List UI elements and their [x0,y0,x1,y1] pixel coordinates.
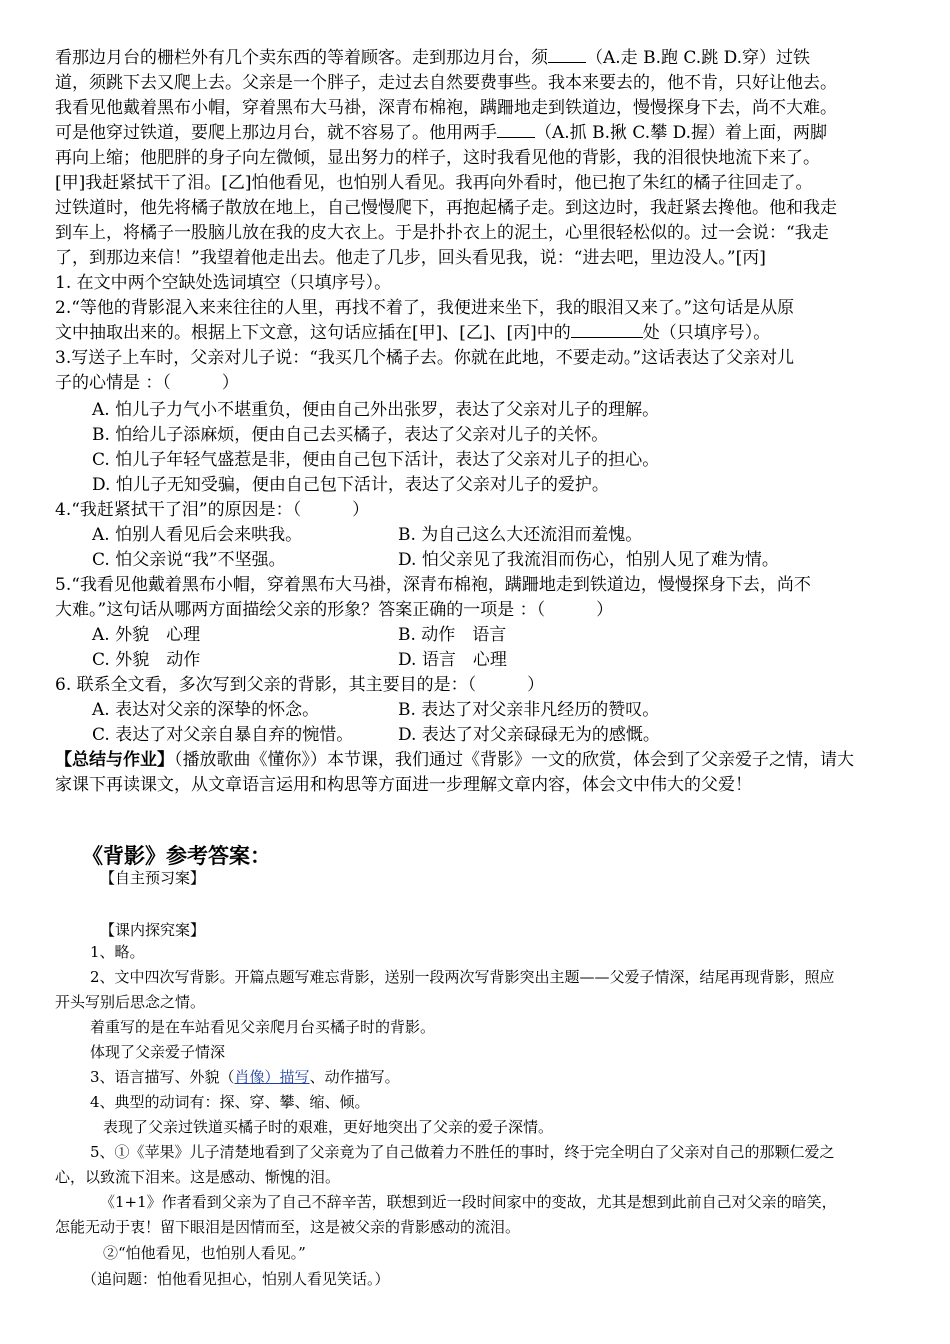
passage-line-7: 过铁道时，他先将橘子散放在地上，自己慢慢爬下，再抱起橘子走。到这边时，我赶紧去搀他。他和我走 [55,198,837,218]
answer-2-line-4: 体现了父亲爱子情深 [90,1043,226,1061]
passage-text: 可是他穿过铁道，要爬上那边月台，就不容易了。他用两手 [55,123,497,143]
passage-line-4 [55,121,900,146]
question-2-line-2 [55,321,900,346]
answer-2-line-1: 2、文中四次写背影。开篇点题写难忘背影，送别一段两次写背影突出主题——父爱子情深，结尾再现背影，照应 [90,968,835,986]
question-6-option-c: C. 表达了对父亲自暴自弃的惋惜。 [92,725,354,745]
passage-line-5: 再向上缩；他肥胖的身子向左微倾，显出努力的样子，这时我看见他的背影，我的泪很快地流下来了。 [55,148,820,168]
answer-2-line-2: 开头写别后思念之情。 [55,993,206,1011]
question-5-option-d: D. 语言 心理 [398,650,507,670]
answer-4-line-1: 4、典型的动词有：探、穿、攀、缩、倾。 [90,1093,370,1111]
question-3-option-a: A. 怕儿子力气小不堪重负，便由自己外出张罗，表达了父亲对儿子的理解。 [92,400,660,420]
section-self-study: 【自主预习案】 [100,869,206,887]
question-5-line-1: 5.“我看见他戴着黑布小帽，穿着黑布大马褂，深青布棉袍，蹒跚地走到铁道边，慢慢探身下去，尚不 [55,575,811,595]
question-4-option-c: C. 怕父亲说“我”不坚强。 [92,550,286,570]
question-5-option-a: A. 外貌 心理 [92,625,201,645]
passage-line-1 [55,46,900,71]
question-5-option-b: B. 动作 语言 [398,625,507,645]
passage-text: （A.走 B.跑 C.跳 D.穿）过铁 [586,48,811,68]
question-6-option-d: D. 表达了对父亲碌碌无为的感慨。 [398,725,660,745]
fill-blank-2[interactable] [497,123,535,138]
passage-text: 看那边月台的栅栏外有几个卖东西的等着顾客。走到那边月台，须 [55,48,548,68]
summary-text: （播放歌曲《懂你》）本节课，我们通过《背影》一文的欣赏，体会到了父亲爱子之情，请大 [174,750,854,770]
question-3-option-b: B. 怕给儿子添麻烦，便由自己去买橘子，表达了父亲对儿子的关怀。 [92,425,609,445]
question-4-option-d: D. 怕父亲见了我流泪而伤心，怕别人见了难为情。 [398,550,779,570]
answer-3 [90,1066,400,1088]
summary-line-1 [55,748,900,773]
question-1: 1. 在文中两个空缺处选词填空（只填序号）。 [55,273,392,293]
summary-label: 【总结与作业】 [55,750,174,770]
passage-line-2: 道，须跳下去又爬上去。父亲是一个胖子，走过去自然要费事些。我本来要去的，他不肯，只好让他去。 [55,73,837,93]
question-2-line-1: 2.“等他的背影混入来来往往的人里，再找不着了，我便进来坐下，我的眼泪又来了。”这句话是从原 [55,298,795,318]
question-6-option-b: B. 表达了对父亲非凡经历的赞叹。 [398,700,660,720]
passage-line-8: 到车上，将橘子一股脑儿放在我的皮大衣上。于是扑扑衣上的泥土，心里很轻松似的。过一会说：“我走 [55,223,829,243]
answer-5-line-4: 怎能无动于衷！留下眼泪是因情而至，这是被父亲的背影感动的流泪。 [55,1218,521,1236]
question-text: 文中抽取出来的。根据上下文意，这句话应插在[甲]、[乙]、[丙]中的 [55,323,571,343]
answer-1: 1、略。 [90,943,145,961]
question-3-option-d: D. 怕儿子无知受骗，便由自己包下活计，表达了父亲对儿子的爱护。 [92,475,609,495]
question-3-line-2: 子的心情是 ：（ ） [55,373,239,393]
question-6: 6. 联系全文看，多次写到父亲的背影，其主要目的是：（ ） [55,675,545,695]
fill-blank-3[interactable] [571,323,643,338]
passage-text: （A.抓 B.揪 C.攀 D.握）着上面，两脚 [535,123,828,143]
passage-line-3: 我看见他戴着黑布小帽，穿着黑布大马褂，深青布棉袍，蹒跚地走到铁道边，慢慢探身下去，尚不大难。 [55,98,837,118]
answer-4-line-2: 表现了父亲过铁道买橘子时的艰难，更好地突出了父亲的爱子深情。 [103,1118,554,1136]
question-text: 处（只填序号）。 [642,323,771,343]
answers-title: 《背影》参考答案： [82,843,271,868]
question-3-line-1: 3.写送子上车时，父亲对儿子说：“我买几个橘子去。你就在此地，不要走动。”这话表达了父亲对儿 [55,348,795,368]
question-5-option-c: C. 外貌 动作 [92,650,201,670]
answer-5-line-1: 5、①《苹果》儿子清楚地看到了父亲竟为了自己做着力不胜任的事时，终于完全明白了父亲对自己的那颗仁爱之 [90,1143,835,1161]
answer-5-line-6: （追问题：怕他看见担心，怕别人看见笑话。） [82,1270,390,1288]
question-5-line-2: 大难。”这句话从哪两方面描绘父亲的形象？答案正确的一项是 ：（ ） [55,600,614,620]
question-4-option-b: B. 为自己这么大还流泪而羞愧。 [398,525,643,545]
answer-5-line-5: ②“怕他看见，也怕别人看见。” [103,1244,306,1262]
question-3-option-c: C. 怕儿子年轻气盛惹是非，便由自己包下活计，表达了父亲对儿子的担心。 [92,450,660,470]
portrait-description-link[interactable]: 肖像）描写 [234,1068,310,1086]
question-4-option-a: A. 怕别人看见后会来哄我。 [92,525,303,545]
passage-line-6: [甲]我赶紧拭干了泪。[乙]怕他看见，也怕别人看见。我再向外看时，他已抱了朱红的橘子往回走了。 [55,173,813,193]
answer-text: 、动作描写。 [309,1068,400,1086]
question-6-option-a: A. 表达对父亲的深挚的怀念。 [92,700,320,720]
answer-5-line-3: 《1+1》作者看到父亲为了自己不辞辛苦，联想到近一段时间家中的变故，尤其是想到此前自己对父亲的暗笑， [100,1193,837,1211]
question-4: 4.“我赶紧拭干了泪”的原因是：（ ） [55,500,370,520]
fill-blank-1[interactable] [548,48,586,63]
answer-5-line-2: 心，以致流下泪来。这是感动、惭愧的泪。 [55,1168,341,1186]
section-in-class: 【课内探究案】 [100,921,206,939]
answer-2-line-3: 着重写的是在车站看见父亲爬月台买橘子时的背影。 [90,1018,436,1036]
summary-line-2: 家课下再读课文，从文章语言运用和构思等方面进一步理解文章内容，体会文中伟大的父爱！ [55,775,752,795]
passage-line-9: 了，到那边来信！”我望着他走出去。他走了几步，回头看见我，说：“进去吧，里边没人。”[丙] [55,248,766,268]
answer-text: 3、语言描写、外貌（ [90,1068,235,1086]
